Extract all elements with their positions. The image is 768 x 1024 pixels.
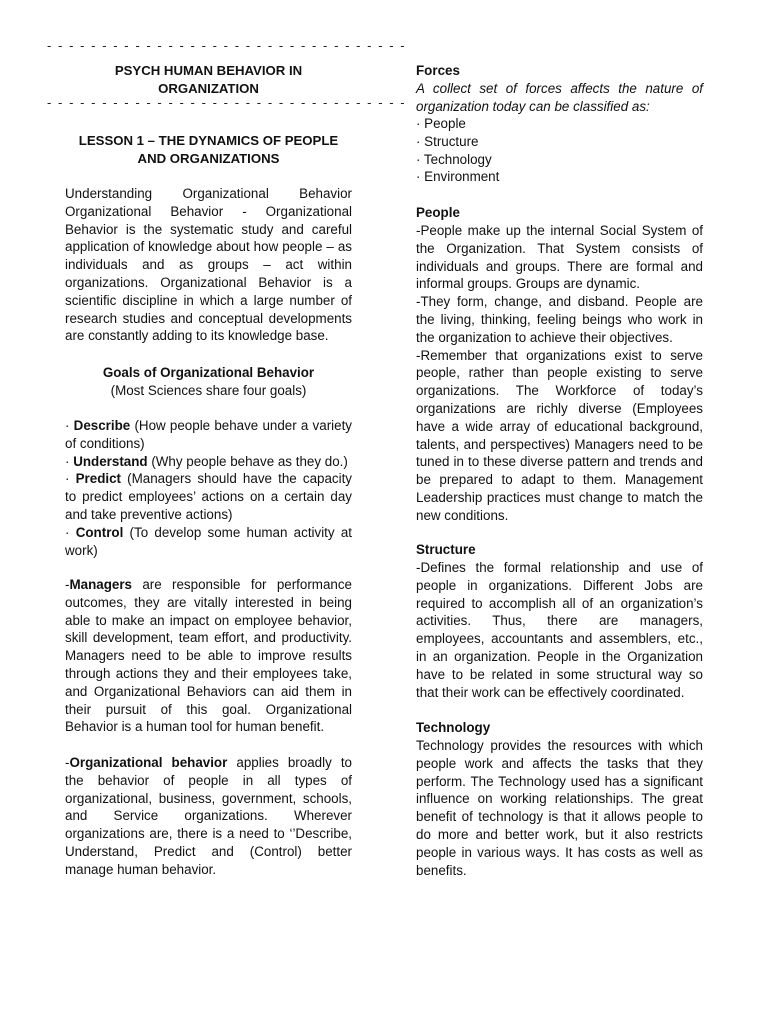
intro-paragraph: Understanding Organizational Behavior Organizational Behavior - Organizational Behavior is the systematic study and careful application of knowledge about how people – as individuals and as groups – act within organizations. Organizational Behavior is a scientific discipline in which a large number of research studies and conceptual developments are constantly adding to its knowledge base.: [65, 186, 352, 344]
forces-item-structure: · Structure: [416, 133, 479, 149]
technology-paragraph: Technology provides the resources with which people work and affects the tasks that they perform. The Technology used has a significant influence on working relationships. The great benefit of technology is that it allows people to do more and better work, but it also restricts people in various ways. It has costs as well as benefits.: [416, 738, 703, 878]
people-section: [416, 222, 703, 525]
forces-heading: Forces: [416, 63, 460, 78]
goal-term: Control: [75, 524, 124, 540]
goal-predict: · Predict (Managers should have the capacity to predict employees’ actions on a certain day and take preventive actions): [65, 471, 352, 522]
managers-term: Managers: [69, 577, 132, 592]
structure-heading: Structure: [416, 542, 476, 557]
structure-paragraph: -Defines the formal relationship and use of people in organizations. Different Jobs are required to accomplish all of an organization’s activities. Thus, there are managers, employees, accountants and assemblers, etc., in an organization. People in the Organization have to be related in some structural way so that their work can be effectively coordinated.: [416, 560, 703, 700]
bottom-dashed-rule: - - - - - - - - - - - - - - - - - - - - - - - - - - - - - - - - -: [47, 95, 407, 110]
people-heading: People: [416, 205, 460, 220]
document-title-line-1: PSYCH HUMAN BEHAVIOR IN: [114, 63, 303, 78]
people-paragraph-1: -People make up the internal Social System of the Organization. That System consists of individuals and groups. There are formal and informal groups. Groups are dynamic.: [416, 223, 703, 292]
document-title: [65, 62, 352, 98]
top-dashed-rule: - - - - - - - - - - - - - - - - - - - - - - - - - - - - - - - - -: [47, 38, 407, 53]
lesson-title: [65, 132, 352, 168]
goal-term: Understand: [73, 453, 148, 469]
technology-heading: Technology: [416, 720, 491, 735]
people-paragraph-2: -They form, change, and disband. People are the living, thinking, feeling beings who work in the organization to achieve their objectives.: [416, 294, 703, 345]
people-paragraph-3: -Remember that organizations exist to serve people, rather than people existing to serve organizations. The Workforce of today’s organizations are richly diverse (Employees have a wide array of educational background, talents, and perspectives) Managers need to be tuned in to these diverse pattern and trends and be prepared to adapt to them. Management Leadership practices must change to match the new conditions.: [416, 347, 703, 523]
document-title-line-2: ORGANIZATION: [158, 81, 259, 96]
lesson-title-line-1: LESSON 1 – THE DYNAMICS OF PEOPLE: [78, 133, 339, 148]
managers-paragraph: -Managers are responsible for performance outcomes, they are vitally interested in being able to make an impact on employee behavior, skill development, team effort, and productivity. Managers need to be able to improve results through actions they and their employees take, and Organizational Behaviors can aid them in their pursuit of this goal. Organizational Behavior is a human tool for human benefit.: [65, 577, 352, 735]
forces-item-people: · People: [416, 116, 466, 131]
organizational-behavior-term: Organizational behavior: [69, 755, 228, 770]
goal-describe: · Describe (How people behave under a variety of conditions): [65, 418, 352, 451]
goal-understand: · Understand (Why people behave as they do.): [65, 453, 348, 469]
forces-item-technology: · Technology: [416, 151, 492, 167]
forces-item-environment: · Environment: [416, 169, 500, 185]
goals-list: [65, 417, 352, 559]
lesson-title-line-2: AND ORGANIZATIONS: [137, 151, 280, 166]
goals-subheading: (Most Sciences share four goals): [110, 383, 307, 398]
organizational-behavior-paragraph: -Organizational behavior applies broadly to the behavior of people in all types of organizational, business, government, schools, and Service organizations. Wherever organizations are, there is a need to ‘’Describe, Understand, Predict and (Control) better manage human behavior.: [65, 755, 352, 877]
forces-intro: A collect set of forces affects the nature of organization today can be classified as:: [416, 81, 703, 114]
goals-heading: Goals of Organizational Behavior: [102, 365, 315, 380]
goal-term: Describe: [73, 418, 131, 433]
forces-list: [416, 115, 703, 186]
goal-control: · Control (To develop some human activity at work): [65, 524, 353, 558]
goal-term: Predict: [75, 471, 122, 487]
